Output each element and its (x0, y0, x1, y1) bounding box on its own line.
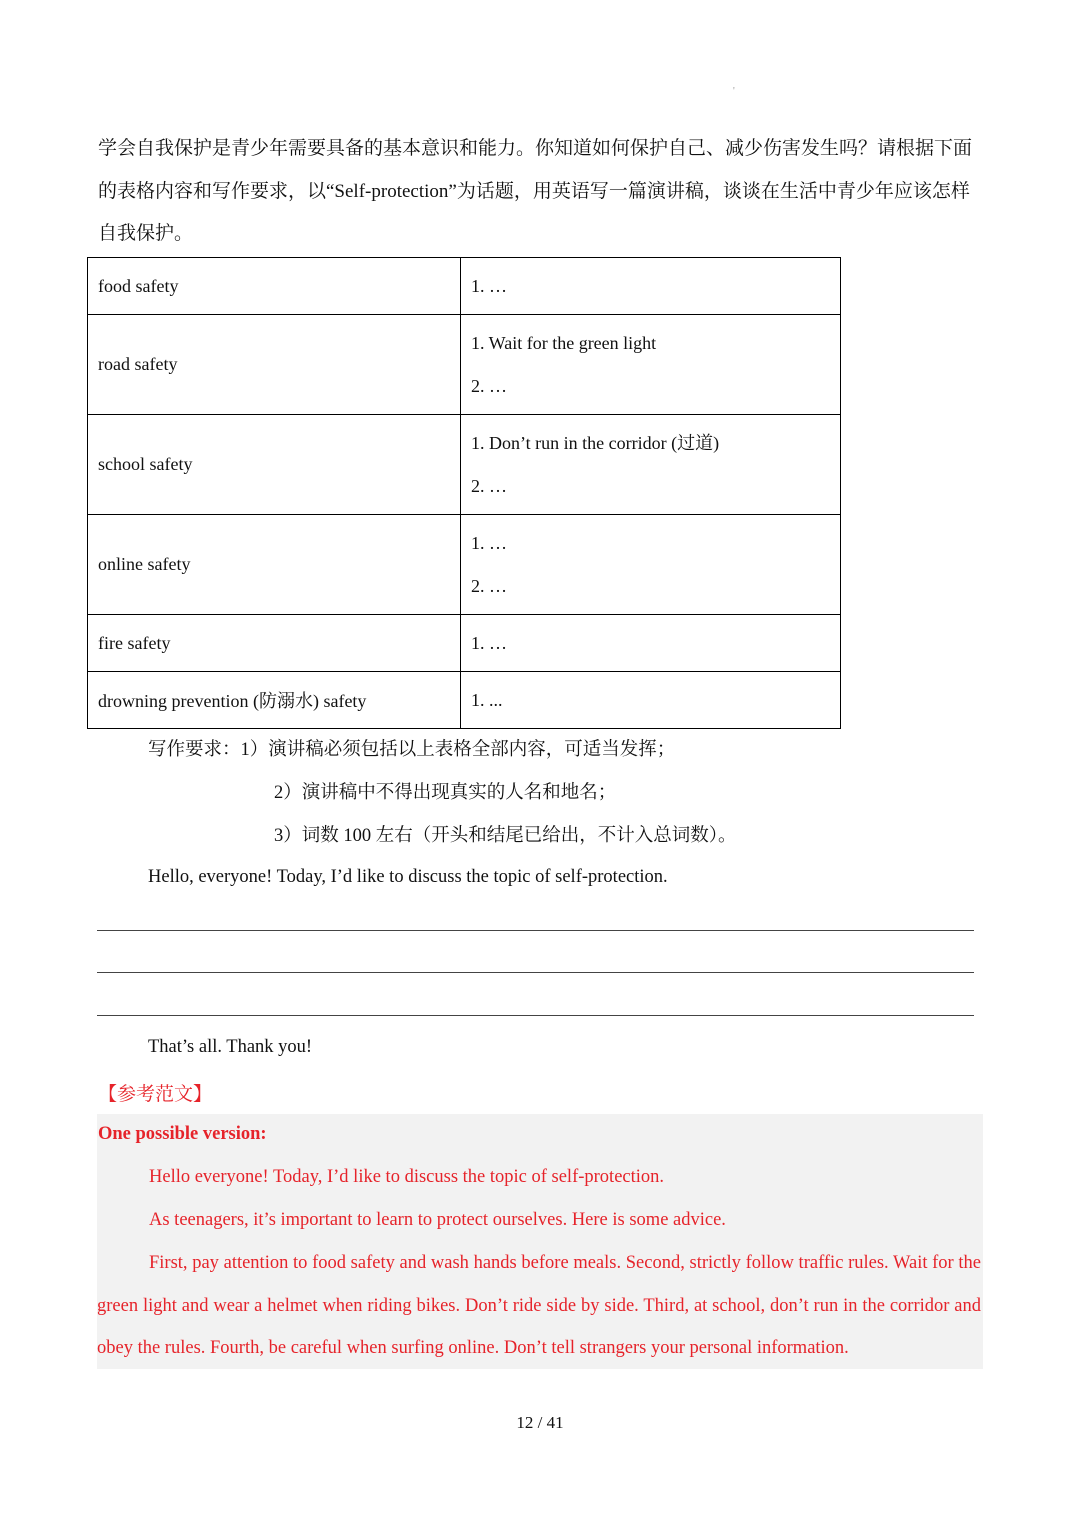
requirements-label: 写作要求： (148, 740, 241, 760)
table-row (88, 615, 841, 672)
topic-cell: food safety (88, 258, 461, 315)
topic-cell: fire safety (88, 615, 461, 672)
point-line: 1. Wait for the green light (471, 332, 657, 353)
answer-line[interactable] (97, 930, 974, 931)
point-line: 1. … (471, 632, 507, 653)
model-paragraph: First, pay attention to food safety and wash hands before meals. Second, strictly follow traffic rules. Wait for the green light and wear a helmet when riding bikes. Don’t ride side by side. Third, at school, don’t run in the corridor and obey the rules. Fourth, be careful when surfing online. Don’t tell strangers your personal information. (97, 1253, 981, 1358)
point-line: 1. … (471, 532, 507, 553)
answer-line[interactable] (97, 1015, 974, 1016)
model-heading: One possible version: (98, 1124, 267, 1144)
model-paragraph: Hello everyone! Today, I’d like to discuss the topic of self-protection. (149, 1167, 665, 1187)
requirement-item: 1）演讲稿必须包括以上表格全部内容，可适当发挥； (240, 740, 676, 760)
points-cell (461, 615, 841, 672)
model-essay (97, 1114, 983, 1369)
points-cell (461, 672, 841, 729)
intro-paragraph: 学会自我保护是青少年需要具备的基本意识和能力。你知道如何保护自己、减少伤害发生吗？请根据下面的表格内容和写作要求，以“Self-protection”为话题，用英语写一篇演讲稿，谈谈在生活中青少年应该怎样自我保护。 (98, 138, 973, 244)
safety-table (87, 257, 841, 729)
point-line: 1. … (471, 275, 507, 296)
points-cell (461, 258, 841, 315)
answer-line[interactable] (97, 972, 974, 973)
point-line: 1. ... (471, 689, 503, 710)
table-row (88, 515, 841, 615)
point-line: 1. Don’t run in the corridor (过道) (471, 432, 720, 453)
topic-cell: drowning prevention (防溺水) safety (88, 672, 461, 729)
table-row (88, 315, 841, 415)
point-line: 2. … (471, 375, 507, 396)
table-row (88, 415, 841, 515)
speech-closing: That’s all. Thank you! (148, 1037, 313, 1057)
points-cell (461, 315, 841, 415)
model-paragraph: As teenagers, it’s important to learn to protect ourselves. Here is some advice. (149, 1210, 726, 1230)
header-mark: ' (733, 86, 735, 97)
topic-cell: online safety (88, 515, 461, 615)
points-cell (461, 415, 841, 515)
topic-cell: school safety (88, 415, 461, 515)
requirement-item: 3）词数 100 左右（开头和结尾已给出，不计入总词数）。 (274, 826, 737, 846)
page-number: 12 / 41 (516, 1413, 564, 1432)
requirement-item: 2）演讲稿中不得出现真实的人名和地名； (274, 783, 617, 803)
point-line: 2. … (471, 575, 507, 596)
topic-cell: road safety (88, 315, 461, 415)
points-cell (461, 515, 841, 615)
table-row (88, 258, 841, 315)
table-row (88, 672, 841, 729)
requirements-block (148, 738, 675, 762)
speech-opening: Hello, everyone! Today, I’d like to discuss the topic of self-protection. (148, 867, 668, 887)
point-line: 2. … (471, 475, 507, 496)
reference-title: 【参考范文】 (98, 1084, 213, 1105)
